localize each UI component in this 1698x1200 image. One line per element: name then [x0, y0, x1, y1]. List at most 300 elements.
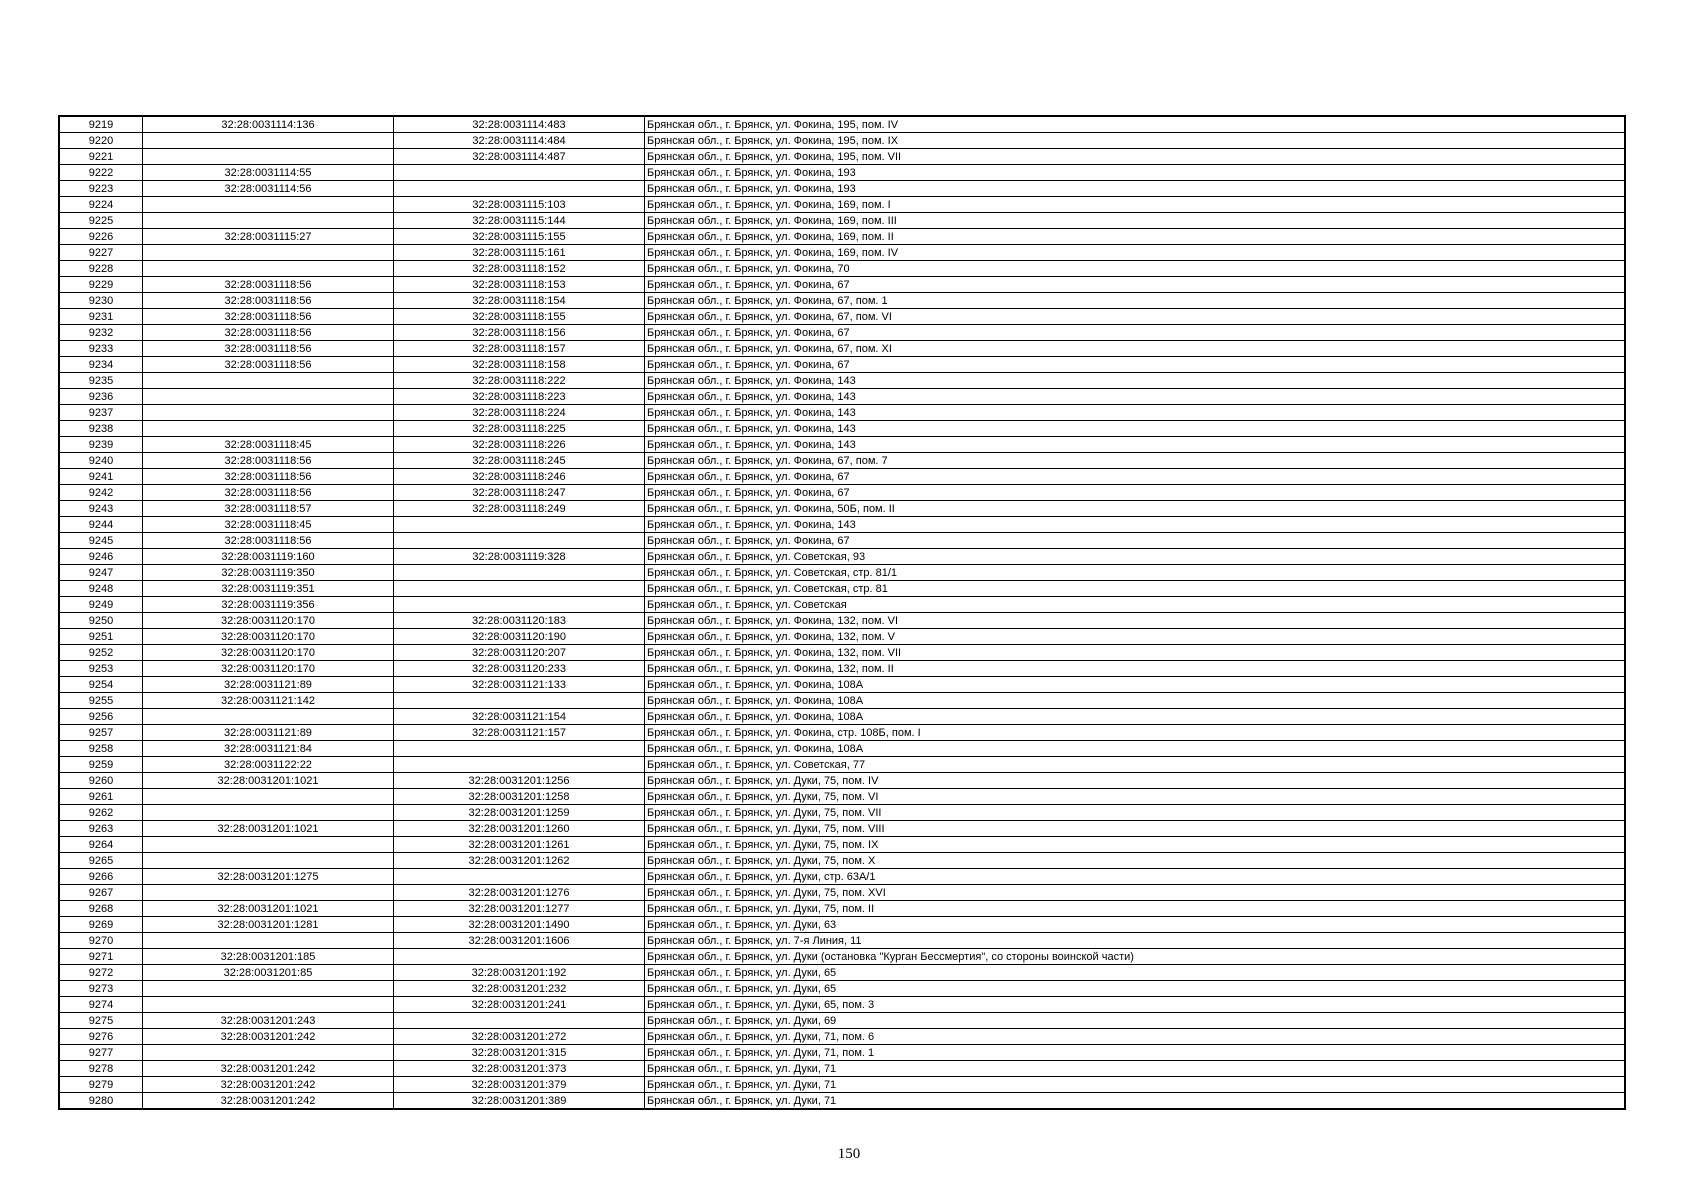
object-cadastral-number-cell: 32:28:0031201:1258: [394, 789, 645, 805]
object-cadastral-number-cell: 32:28:0031114:484: [394, 133, 645, 149]
object-cadastral-number-cell: 32:28:0031201:315: [394, 1045, 645, 1061]
parcel-cadastral-number-cell: [143, 421, 394, 437]
object-cadastral-number-cell: 32:28:0031120:207: [394, 645, 645, 661]
parcel-cadastral-number-cell: [143, 981, 394, 997]
row-number-cell: 9238: [59, 421, 143, 437]
row-number-cell: 9269: [59, 917, 143, 933]
row-number-cell: 9263: [59, 821, 143, 837]
row-number-cell: 9243: [59, 501, 143, 517]
row-number-cell: 9271: [59, 949, 143, 965]
table-row: [59, 741, 1625, 757]
table-row: [59, 261, 1625, 277]
table-row: [59, 229, 1625, 245]
address-cell: Брянская обл., г. Брянск, ул. Фокина, 143: [645, 405, 1626, 421]
table-row: [59, 437, 1625, 453]
row-number-cell: 9221: [59, 149, 143, 165]
address-cell: Брянская обл., г. Брянск, ул. Дуки, 65: [645, 965, 1626, 981]
object-cadastral-number-cell: 32:28:0031118:223: [394, 389, 645, 405]
object-cadastral-number-cell: 32:28:0031118:153: [394, 277, 645, 293]
address-cell: Брянская обл., г. Брянск, ул. Фокина, 143: [645, 517, 1626, 533]
address-cell: Брянская обл., г. Брянск, ул. Советская, 77: [645, 757, 1626, 773]
address-cell: Брянская обл., г. Брянск, ул. Фокина, стр. 108Б, пом. I: [645, 725, 1626, 741]
object-cadastral-number-cell: 32:28:0031201:1262: [394, 853, 645, 869]
table-row: [59, 1061, 1625, 1077]
table-row: [59, 1093, 1625, 1110]
address-cell: Брянская обл., г. Брянск, ул. Фокина, 193: [645, 181, 1626, 197]
object-cadastral-number-cell: 32:28:0031118:224: [394, 405, 645, 421]
address-cell: Брянская обл., г. Брянск, ул. Фокина, 195, пом. IV: [645, 116, 1626, 133]
address-cell: Брянская обл., г. Брянск, ул. Дуки (остановка "Курган Бессмертия", со стороны воинской части): [645, 949, 1626, 965]
object-cadastral-number-cell: [394, 869, 645, 885]
table-row: [59, 1045, 1625, 1061]
table-row: [59, 757, 1625, 773]
parcel-cadastral-number-cell: [143, 885, 394, 901]
row-number-cell: 9227: [59, 245, 143, 261]
object-cadastral-number-cell: 32:28:0031118:225: [394, 421, 645, 437]
row-number-cell: 9278: [59, 1061, 143, 1077]
parcel-cadastral-number-cell: 32:28:0031118:56: [143, 325, 394, 341]
row-number-cell: 9266: [59, 869, 143, 885]
table-row: [59, 421, 1625, 437]
parcel-cadastral-number-cell: 32:28:0031114:55: [143, 165, 394, 181]
address-cell: Брянская обл., г. Брянск, ул. Фокина, 143: [645, 421, 1626, 437]
object-cadastral-number-cell: [394, 949, 645, 965]
address-cell: Брянская обл., г. Брянск, ул. Фокина, 169, пом. IV: [645, 245, 1626, 261]
table-row: [59, 709, 1625, 725]
parcel-cadastral-number-cell: 32:28:0031114:56: [143, 181, 394, 197]
object-cadastral-number-cell: [394, 597, 645, 613]
parcel-cadastral-number-cell: 32:28:0031118:57: [143, 501, 394, 517]
row-number-cell: 9232: [59, 325, 143, 341]
address-cell: Брянская обл., г. Брянск, ул. Фокина, 132, пом. II: [645, 661, 1626, 677]
table-row: [59, 133, 1625, 149]
row-number-cell: 9256: [59, 709, 143, 725]
table-row: [59, 949, 1625, 965]
parcel-cadastral-number-cell: 32:28:0031115:27: [143, 229, 394, 245]
parcel-cadastral-number-cell: 32:28:0031201:242: [143, 1077, 394, 1093]
row-number-cell: 9250: [59, 613, 143, 629]
row-number-cell: 9277: [59, 1045, 143, 1061]
object-cadastral-number-cell: 32:28:0031118:245: [394, 453, 645, 469]
row-number-cell: 9257: [59, 725, 143, 741]
address-cell: Брянская обл., г. Брянск, ул. Фокина, 108А: [645, 693, 1626, 709]
parcel-cadastral-number-cell: 32:28:0031118:56: [143, 293, 394, 309]
object-cadastral-number-cell: 32:28:0031118:246: [394, 469, 645, 485]
table-row: [59, 453, 1625, 469]
row-number-cell: 9219: [59, 116, 143, 133]
row-number-cell: 9260: [59, 773, 143, 789]
parcel-cadastral-number-cell: 32:28:0031118:56: [143, 469, 394, 485]
object-cadastral-number-cell: [394, 1013, 645, 1029]
table-row: [59, 149, 1625, 165]
parcel-cadastral-number-cell: 32:28:0031201:243: [143, 1013, 394, 1029]
row-number-cell: 9253: [59, 661, 143, 677]
parcel-cadastral-number-cell: 32:28:0031119:160: [143, 549, 394, 565]
object-cadastral-number-cell: 32:28:0031201:389: [394, 1093, 645, 1110]
row-number-cell: 9254: [59, 677, 143, 693]
object-cadastral-number-cell: 32:28:0031118:247: [394, 485, 645, 501]
row-number-cell: 9267: [59, 885, 143, 901]
address-cell: Брянская обл., г. Брянск, ул. Фокина, 67, пом. VI: [645, 309, 1626, 325]
object-cadastral-number-cell: 32:28:0031118:249: [394, 501, 645, 517]
table-row: [59, 293, 1625, 309]
table-row: [59, 373, 1625, 389]
object-cadastral-number-cell: 32:28:0031118:226: [394, 437, 645, 453]
parcel-cadastral-number-cell: 32:28:0031119:356: [143, 597, 394, 613]
row-number-cell: 9268: [59, 901, 143, 917]
object-cadastral-number-cell: [394, 565, 645, 581]
table-row: [59, 837, 1625, 853]
parcel-cadastral-number-cell: 32:28:0031201:1021: [143, 821, 394, 837]
object-cadastral-number-cell: [394, 757, 645, 773]
parcel-cadastral-number-cell: [143, 805, 394, 821]
address-cell: Брянская обл., г. Брянск, ул. Фокина, 67: [645, 469, 1626, 485]
parcel-cadastral-number-cell: [143, 837, 394, 853]
object-cadastral-number-cell: 32:28:0031201:1261: [394, 837, 645, 853]
table-row: [59, 821, 1625, 837]
object-cadastral-number-cell: 32:28:0031201:373: [394, 1061, 645, 1077]
row-number-cell: 9234: [59, 357, 143, 373]
row-number-cell: 9220: [59, 133, 143, 149]
table-row: [59, 469, 1625, 485]
table-row: [59, 485, 1625, 501]
row-number-cell: 9276: [59, 1029, 143, 1045]
object-cadastral-number-cell: [394, 517, 645, 533]
object-cadastral-number-cell: 32:28:0031115:155: [394, 229, 645, 245]
address-cell: Брянская обл., г. Брянск, ул. Дуки, 65, пом. 3: [645, 997, 1626, 1013]
table-row: [59, 325, 1625, 341]
row-number-cell: 9270: [59, 933, 143, 949]
row-number-cell: 9230: [59, 293, 143, 309]
address-cell: Брянская обл., г. Брянск, ул. Дуки, 71, пом. 6: [645, 1029, 1626, 1045]
address-cell: Брянская обл., г. Брянск, ул. Фокина, 143: [645, 437, 1626, 453]
parcel-cadastral-number-cell: 32:28:0031201:185: [143, 949, 394, 965]
row-number-cell: 9275: [59, 1013, 143, 1029]
row-number-cell: 9259: [59, 757, 143, 773]
address-cell: Брянская обл., г. Брянск, ул. Советская: [645, 597, 1626, 613]
parcel-cadastral-number-cell: 32:28:0031121:84: [143, 741, 394, 757]
parcel-cadastral-number-cell: 32:28:0031118:45: [143, 437, 394, 453]
row-number-cell: 9249: [59, 597, 143, 613]
row-number-cell: 9273: [59, 981, 143, 997]
table-row: [59, 1029, 1625, 1045]
parcel-cadastral-number-cell: 32:28:0031114:136: [143, 116, 394, 133]
object-cadastral-number-cell: 32:28:0031201:232: [394, 981, 645, 997]
table-row: [59, 309, 1625, 325]
object-cadastral-number-cell: 32:28:0031201:241: [394, 997, 645, 1013]
table-row: [59, 116, 1625, 133]
object-cadastral-number-cell: [394, 741, 645, 757]
table-row: [59, 213, 1625, 229]
object-cadastral-number-cell: 32:28:0031119:328: [394, 549, 645, 565]
row-number-cell: 9248: [59, 581, 143, 597]
address-cell: Брянская обл., г. Брянск, ул. Дуки, 75, пом. VI: [645, 789, 1626, 805]
parcel-cadastral-number-cell: [143, 997, 394, 1013]
parcel-cadastral-number-cell: 32:28:0031118:56: [143, 309, 394, 325]
address-cell: Брянская обл., г. Брянск, ул. Фокина, 70: [645, 261, 1626, 277]
parcel-cadastral-number-cell: 32:28:0031201:1275: [143, 869, 394, 885]
row-number-cell: 9231: [59, 309, 143, 325]
address-cell: Брянская обл., г. Брянск, ул. Советская, стр. 81: [645, 581, 1626, 597]
object-cadastral-number-cell: 32:28:0031118:152: [394, 261, 645, 277]
address-cell: Брянская обл., г. Брянск, ул. Фокина, 108А: [645, 741, 1626, 757]
parcel-cadastral-number-cell: [143, 149, 394, 165]
address-cell: Брянская обл., г. Брянск, ул. Дуки, 71: [645, 1061, 1626, 1077]
parcel-cadastral-number-cell: [143, 373, 394, 389]
table-row: [59, 805, 1625, 821]
parcel-cadastral-number-cell: 32:28:0031120:170: [143, 645, 394, 661]
table-row: [59, 917, 1625, 933]
row-number-cell: 9233: [59, 341, 143, 357]
object-cadastral-number-cell: [394, 165, 645, 181]
object-cadastral-number-cell: 32:28:0031120:190: [394, 629, 645, 645]
table-row: [59, 885, 1625, 901]
object-cadastral-number-cell: 32:28:0031115:103: [394, 197, 645, 213]
parcel-cadastral-number-cell: 32:28:0031121:89: [143, 725, 394, 741]
parcel-cadastral-number-cell: [143, 133, 394, 149]
object-cadastral-number-cell: 32:28:0031114:487: [394, 149, 645, 165]
table-row: [59, 613, 1625, 629]
address-cell: Брянская обл., г. Брянск, ул. Советская, стр. 81/1: [645, 565, 1626, 581]
address-cell: Брянская обл., г. Брянск, ул. Советская, 93: [645, 549, 1626, 565]
row-number-cell: 9274: [59, 997, 143, 1013]
table-row: [59, 181, 1625, 197]
object-cadastral-number-cell: 32:28:0031115:144: [394, 213, 645, 229]
table-row: [59, 405, 1625, 421]
object-cadastral-number-cell: 32:28:0031201:272: [394, 1029, 645, 1045]
table-row: [59, 645, 1625, 661]
parcel-cadastral-number-cell: 32:28:0031201:1281: [143, 917, 394, 933]
parcel-cadastral-number-cell: 32:28:0031121:142: [143, 693, 394, 709]
table-row: [59, 1077, 1625, 1093]
object-cadastral-number-cell: 32:28:0031201:1276: [394, 885, 645, 901]
row-number-cell: 9241: [59, 469, 143, 485]
address-cell: Брянская обл., г. Брянск, ул. Фокина, 143: [645, 373, 1626, 389]
parcel-cadastral-number-cell: 32:28:0031119:350: [143, 565, 394, 581]
address-cell: Брянская обл., г. Брянск, ул. Фокина, 195, пом. VII: [645, 149, 1626, 165]
address-cell: Брянская обл., г. Брянск, ул. Фокина, 67, пом. 7: [645, 453, 1626, 469]
address-cell: Брянская обл., г. Брянск, ул. Фокина, 169, пом. II: [645, 229, 1626, 245]
address-cell: Брянская обл., г. Брянск, ул. Дуки, стр. 63А/1: [645, 869, 1626, 885]
row-number-cell: 9228: [59, 261, 143, 277]
parcel-cadastral-number-cell: 32:28:0031118:45: [143, 517, 394, 533]
row-number-cell: 9246: [59, 549, 143, 565]
table-row: [59, 341, 1625, 357]
address-cell: Брянская обл., г. Брянск, ул. Дуки, 75, пом. VII: [645, 805, 1626, 821]
table-row: [59, 933, 1625, 949]
parcel-cadastral-number-cell: [143, 213, 394, 229]
parcel-cadastral-number-cell: 32:28:0031120:170: [143, 613, 394, 629]
address-cell: Брянская обл., г. Брянск, ул. Дуки, 75, пом. IV: [645, 773, 1626, 789]
table-row: [59, 357, 1625, 373]
object-cadastral-number-cell: 32:28:0031118:157: [394, 341, 645, 357]
object-cadastral-number-cell: 32:28:0031201:1256: [394, 773, 645, 789]
object-cadastral-number-cell: 32:28:0031201:1260: [394, 821, 645, 837]
row-number-cell: 9239: [59, 437, 143, 453]
address-cell: Брянская обл., г. Брянск, ул. Дуки, 75, пом. VIII: [645, 821, 1626, 837]
row-number-cell: 9264: [59, 837, 143, 853]
address-cell: Брянская обл., г. Брянск, ул. Дуки, 65: [645, 981, 1626, 997]
object-cadastral-number-cell: [394, 533, 645, 549]
object-cadastral-number-cell: 32:28:0031115:161: [394, 245, 645, 261]
table-row: [59, 773, 1625, 789]
object-cadastral-number-cell: 32:28:0031121:157: [394, 725, 645, 741]
address-cell: Брянская обл., г. Брянск, ул. Дуки, 75, пом. X: [645, 853, 1626, 869]
table-row: [59, 981, 1625, 997]
address-cell: Брянская обл., г. Брянск, ул. Дуки, 63: [645, 917, 1626, 933]
register-table-body: [59, 116, 1625, 1109]
row-number-cell: 9247: [59, 565, 143, 581]
row-number-cell: 9229: [59, 277, 143, 293]
table-row: [59, 789, 1625, 805]
object-cadastral-number-cell: 32:28:0031201:1259: [394, 805, 645, 821]
parcel-cadastral-number-cell: 32:28:0031201:242: [143, 1029, 394, 1045]
object-cadastral-number-cell: 32:28:0031201:379: [394, 1077, 645, 1093]
row-number-cell: 9223: [59, 181, 143, 197]
parcel-cadastral-number-cell: 32:28:0031118:56: [143, 341, 394, 357]
object-cadastral-number-cell: 32:28:0031120:233: [394, 661, 645, 677]
address-cell: Брянская обл., г. Брянск, ул. Фокина, 169, пом. I: [645, 197, 1626, 213]
table-row: [59, 165, 1625, 181]
address-cell: Брянская обл., г. Брянск, ул. Фокина, 132, пом. VII: [645, 645, 1626, 661]
table-row: [59, 501, 1625, 517]
address-cell: Брянская обл., г. Брянск, ул. Фокина, 132, пом. VI: [645, 613, 1626, 629]
row-number-cell: 9225: [59, 213, 143, 229]
row-number-cell: 9244: [59, 517, 143, 533]
object-cadastral-number-cell: [394, 581, 645, 597]
table-row: [59, 565, 1625, 581]
table-row: [59, 597, 1625, 613]
table-row: [59, 581, 1625, 597]
address-cell: Брянская обл., г. Брянск, ул. Дуки, 75, пом. XVI: [645, 885, 1626, 901]
parcel-cadastral-number-cell: 32:28:0031118:56: [143, 357, 394, 373]
address-cell: Брянская обл., г. Брянск, ул. Дуки, 71: [645, 1077, 1626, 1093]
row-number-cell: 9258: [59, 741, 143, 757]
row-number-cell: 9242: [59, 485, 143, 501]
object-cadastral-number-cell: [394, 181, 645, 197]
object-cadastral-number-cell: [394, 693, 645, 709]
address-cell: Брянская обл., г. Брянск, ул. Фокина, 67: [645, 533, 1626, 549]
address-cell: Брянская обл., г. Брянск, ул. Фокина, 143: [645, 389, 1626, 405]
row-number-cell: 9280: [59, 1093, 143, 1110]
address-cell: Брянская обл., г. Брянск, ул. Фокина, 67, пом. XI: [645, 341, 1626, 357]
row-number-cell: 9255: [59, 693, 143, 709]
object-cadastral-number-cell: 32:28:0031118:155: [394, 309, 645, 325]
parcel-cadastral-number-cell: [143, 1045, 394, 1061]
row-number-cell: 9226: [59, 229, 143, 245]
address-cell: Брянская обл., г. Брянск, ул. Дуки, 69: [645, 1013, 1626, 1029]
object-cadastral-number-cell: 32:28:0031201:1490: [394, 917, 645, 933]
parcel-cadastral-number-cell: [143, 405, 394, 421]
table-row: [59, 661, 1625, 677]
address-cell: Брянская обл., г. Брянск, ул. Фокина, 50Б, пом. II: [645, 501, 1626, 517]
address-cell: Брянская обл., г. Брянск, ул. Фокина, 67: [645, 485, 1626, 501]
table-row: [59, 869, 1625, 885]
table-row: [59, 901, 1625, 917]
parcel-cadastral-number-cell: [143, 933, 394, 949]
table-row: [59, 549, 1625, 565]
table-row: [59, 629, 1625, 645]
table-row: [59, 693, 1625, 709]
object-cadastral-number-cell: 32:28:0031201:192: [394, 965, 645, 981]
parcel-cadastral-number-cell: 32:28:0031201:242: [143, 1061, 394, 1077]
object-cadastral-number-cell: 32:28:0031114:483: [394, 116, 645, 133]
object-cadastral-number-cell: 32:28:0031118:154: [394, 293, 645, 309]
address-cell: Брянская обл., г. Брянск, ул. Фокина, 67: [645, 357, 1626, 373]
parcel-cadastral-number-cell: [143, 261, 394, 277]
object-cadastral-number-cell: 32:28:0031120:183: [394, 613, 645, 629]
row-number-cell: 9237: [59, 405, 143, 421]
parcel-cadastral-number-cell: [143, 853, 394, 869]
table-row: [59, 197, 1625, 213]
address-cell: Брянская обл., г. Брянск, ул. Фокина, 67, пом. 1: [645, 293, 1626, 309]
row-number-cell: 9236: [59, 389, 143, 405]
parcel-cadastral-number-cell: 32:28:0031118:56: [143, 453, 394, 469]
address-cell: Брянская обл., г. Брянск, ул. Дуки, 71: [645, 1093, 1626, 1110]
parcel-cadastral-number-cell: 32:28:0031201:1021: [143, 773, 394, 789]
address-cell: Брянская обл., г. Брянск, ул. Фокина, 108А: [645, 709, 1626, 725]
parcel-cadastral-number-cell: 32:28:0031201:85: [143, 965, 394, 981]
object-cadastral-number-cell: 32:28:0031201:1277: [394, 901, 645, 917]
row-number-cell: 9222: [59, 165, 143, 181]
row-number-cell: 9224: [59, 197, 143, 213]
table-row: [59, 1013, 1625, 1029]
parcel-cadastral-number-cell: 32:28:0031118:56: [143, 485, 394, 501]
parcel-cadastral-number-cell: 32:28:0031122:22: [143, 757, 394, 773]
table-row: [59, 277, 1625, 293]
object-cadastral-number-cell: 32:28:0031118:158: [394, 357, 645, 373]
address-cell: Брянская обл., г. Брянск, ул. Фокина, 132, пом. V: [645, 629, 1626, 645]
address-cell: Брянская обл., г. Брянск, ул. Фокина, 195, пом. IX: [645, 133, 1626, 149]
row-number-cell: 9262: [59, 805, 143, 821]
address-cell: Брянская обл., г. Брянск, ул. Фокина, 193: [645, 165, 1626, 181]
object-cadastral-number-cell: 32:28:0031118:156: [394, 325, 645, 341]
row-number-cell: 9245: [59, 533, 143, 549]
table-row: [59, 677, 1625, 693]
row-number-cell: 9251: [59, 629, 143, 645]
parcel-cadastral-number-cell: [143, 789, 394, 805]
row-number-cell: 9279: [59, 1077, 143, 1093]
table-row: [59, 853, 1625, 869]
table-row: [59, 533, 1625, 549]
table-row: [59, 389, 1625, 405]
row-number-cell: 9261: [59, 789, 143, 805]
parcel-cadastral-number-cell: 32:28:0031201:1021: [143, 901, 394, 917]
address-cell: Брянская обл., г. Брянск, ул. Фокина, 67: [645, 325, 1626, 341]
table-row: [59, 517, 1625, 533]
parcel-cadastral-number-cell: 32:28:0031119:351: [143, 581, 394, 597]
address-cell: Брянская обл., г. Брянск, ул. Дуки, 75, пом. IX: [645, 837, 1626, 853]
table-row: [59, 965, 1625, 981]
page-number: 150: [837, 1146, 861, 1162]
parcel-cadastral-number-cell: 32:28:0031120:170: [143, 661, 394, 677]
address-cell: Брянская обл., г. Брянск, ул. Фокина, 67: [645, 277, 1626, 293]
address-cell: Брянская обл., г. Брянск, ул. Фокина, 108А: [645, 677, 1626, 693]
parcel-cadastral-number-cell: 32:28:0031118:56: [143, 533, 394, 549]
row-number-cell: 9235: [59, 373, 143, 389]
parcel-cadastral-number-cell: [143, 389, 394, 405]
row-number-cell: 9252: [59, 645, 143, 661]
parcel-cadastral-number-cell: 32:28:0031201:242: [143, 1093, 394, 1110]
table-row: [59, 997, 1625, 1013]
parcel-cadastral-number-cell: [143, 197, 394, 213]
address-cell: Брянская обл., г. Брянск, ул. 7-я Линия, 11: [645, 933, 1626, 949]
parcel-cadastral-number-cell: 32:28:0031121:89: [143, 677, 394, 693]
parcel-cadastral-number-cell: 32:28:0031120:170: [143, 629, 394, 645]
object-cadastral-number-cell: 32:28:0031118:222: [394, 373, 645, 389]
address-cell: Брянская обл., г. Брянск, ул. Фокина, 169, пом. III: [645, 213, 1626, 229]
parcel-cadastral-number-cell: 32:28:0031118:56: [143, 277, 394, 293]
